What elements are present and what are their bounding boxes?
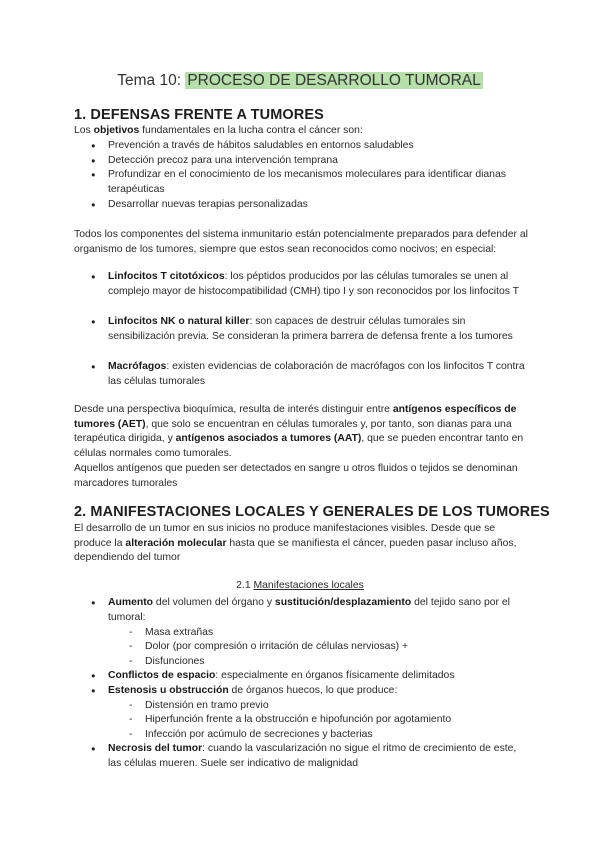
section-2-heading: 2. MANIFESTACIONES LOCALES Y GENERALES DE LOS TUMORES — [74, 504, 550, 520]
sub-list-item: - Disfunciones — [145, 655, 525, 670]
list-item: ● Prevención a través de hábitos saludables en entornos saludables — [108, 139, 528, 154]
immune-paragraph: Todos los componentes del sistema inmunitario están potencialmente preparados para defender al organismo de los tumores, siempre que estos sean reconocidos como nocivos; en especial: — [74, 229, 528, 255]
marker-paragraph: Aquellos antígenos que pueden ser detectados en sangre u otros fluidos o tejidos se denominan marcadores tumorales — [74, 463, 518, 489]
list-item: ● Aumento del volumen del órgano y sustitución/desplazamiento del tejido sano por el tumoral: — [108, 596, 528, 625]
list-item: ● Linfocitos T citotóxicos: los péptidos producidos por las células tumorales se unen al complejo mayor de histocompatibilidad (CMH) tipo I y son reconocidos por los linfocitos T — [108, 270, 528, 299]
list-item: ● Detección precoz para una intervención temprana — [108, 154, 528, 169]
sub-list-item: - Dolor (por compresión o irritación de células nerviosas) + — [145, 640, 525, 655]
sub-list-item: - Hiperfunción frente a la obstrucción e hipofunción por agotamiento — [145, 713, 525, 728]
list-item: ● Profundizar en el conocimiento de los mecanismos moleculares para identificar dianas terapéuticas — [108, 168, 528, 197]
antigen-paragraph: Desde una perspectiva bioquímica, resulta de interés distinguir entre antígenos específicos de tumores (AET), que solo se encuentran en células tumorales y, por tanto, son dianas para una terapéutica dirigida, y antígenos asociados a tumores (AAT), que se pueden encontrar tanto en células normales como tumorales. — [74, 404, 524, 459]
sub-list-item: - Masa extrañas — [145, 626, 525, 641]
list-item: ● Linfocitos NK o natural killer: son capaces de destruir células tumorales sin sensibilización previa. Se consideran la primera barrera de defensa frente a los tumores — [108, 315, 528, 344]
subsection-heading: 2.1 Manifestaciones locales — [236, 580, 364, 591]
title-highlight: PROCESO DE DESARROLLO TUMORAL — [187, 72, 481, 89]
list-item: ● Desarrollar nuevas terapias personalizadas — [108, 198, 528, 213]
list-item: ● Necrosis del tumor: cuando la vascularización no sigue el ritmo de crecimiento de este, las células mueren. Suele ser indicativo de malignidad — [108, 742, 528, 771]
sub-list-item: - Distensión en tramo previo — [145, 699, 525, 714]
objectives-intro: Los objetivos fundamentales en la lucha contra el cáncer son: — [74, 125, 363, 136]
document-title: Tema 10: PROCESO DE DESARROLLO TUMORAL — [117, 72, 481, 89]
list-item: ● Estenosis u obstrucción de órganos huecos, lo que produce: — [108, 684, 528, 699]
section-1-heading: 1. DEFENSAS FRENTE A TUMORES — [74, 107, 324, 123]
list-item: ● Macrófagos: existen evidencias de colaboración de macrófagos con los linfocitos T contra las células tumorales — [108, 360, 528, 389]
list-item: ● Conflictos de espacio: especialmente en órganos físicamente delimitados — [108, 669, 528, 684]
section-2-intro: El desarrollo de un tumor en sus inicios no produce manifestaciones visibles. Desde que se produce la alteración molecular hasta que se manifiesta el cáncer, pueden pasar incluso años, dependiendo del tumor — [74, 523, 517, 564]
sub-list-item: - Infección por acúmulo de secreciones y bacterias — [145, 728, 525, 743]
